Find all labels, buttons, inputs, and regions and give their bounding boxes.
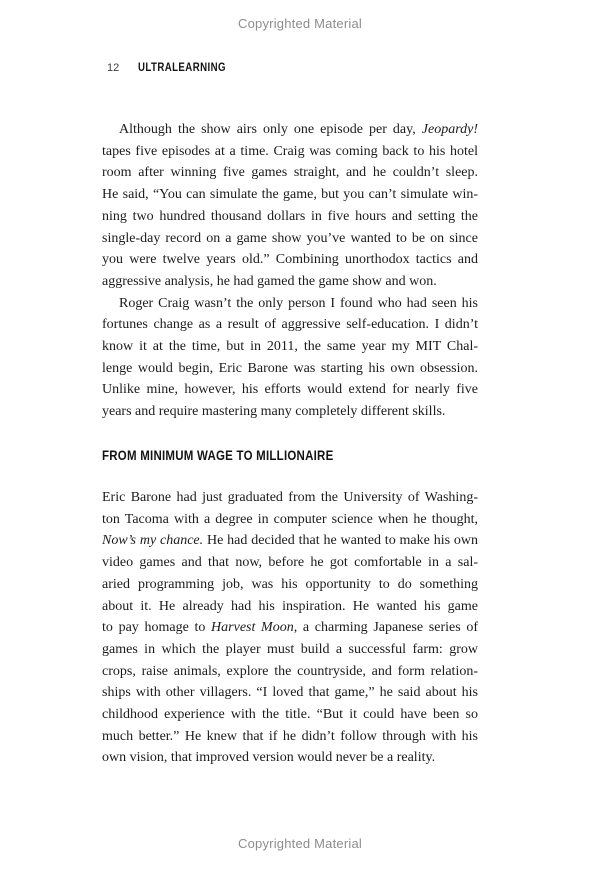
text-line: childhood experience with the title. “But it could have been so	[102, 707, 478, 723]
running-header	[107, 62, 243, 74]
text-line: Now’s my chance. He had decided that he wanted to make his own	[102, 533, 479, 549]
text-line: much better.” He knew that if he didn’t follow through with his	[102, 728, 478, 744]
text-line: about it. He already had his inspiration. He wanted his game	[102, 598, 478, 614]
body-text-block-1	[102, 119, 478, 423]
paragraph	[102, 293, 478, 423]
copyright-banner-bottom: Copyrighted Material	[238, 836, 362, 851]
text-line: aggressive analysis, he had gamed the game show and won.	[102, 273, 437, 289]
text-line: ton Tacoma with a degree in computer science when he thought,	[102, 511, 478, 527]
text-line: own vision, that improved version would never be a reality.	[102, 750, 436, 766]
text-line: Roger Craig wasn’t the only person I found who had seen his	[119, 295, 478, 311]
text-line: know it at the time, but in 2011, the same year my MIT Chal-	[102, 339, 478, 355]
text-line: you were twelve years old.” Combining unorthodox tactics and	[102, 252, 478, 268]
text-line: ning two hundred thousand dollars in five hours and setting the	[102, 208, 478, 224]
text-line: single-day record on a game show you’ve wanted to be on since	[102, 230, 478, 246]
text-line: ships with other villagers. “I loved that game,” he said about his	[102, 685, 478, 701]
text-line: He said, “You can simulate the game, but you can’t simulate win-	[102, 187, 478, 203]
text-line: to pay homage to Harvest Moon, a charming Japanese series of	[102, 620, 478, 636]
copyright-banner-top: Copyrighted Material	[238, 16, 362, 31]
text-line: Unlike mine, however, his efforts would extend for nearly five	[102, 382, 478, 398]
running-title: ULTRALEARNING	[138, 62, 227, 74]
text-line: lenge would begin, Eric Barone was starting his own obsession.	[102, 360, 478, 376]
text-line: Eric Barone had just graduated from the University of Washing-	[102, 490, 478, 505]
text-line: years and require mastering many completely different skills.	[102, 404, 446, 420]
text-line: room after winning five games straight, and he couldn’t sleep.	[102, 165, 478, 181]
text-line: games in which the player must build a successful farm: grow	[102, 641, 478, 657]
section-heading: FROM MINIMUM WAGE TO MILLIONAIRE	[102, 447, 334, 463]
text-line: crops, raise animals, explore the countryside, and form relation-	[102, 663, 478, 679]
paragraph	[102, 487, 478, 769]
paragraph	[102, 119, 478, 293]
text-line: video games and that now, before he got comfortable in a sal-	[102, 555, 478, 571]
text-line: fortunes change as a result of aggressive self-education. I didn’t	[102, 317, 478, 333]
text-line: aried programming job, was his opportunity to do something	[102, 576, 478, 592]
page-number: 12	[107, 62, 120, 74]
text-line: Although the show airs only one episode per day, Jeopardy!	[119, 122, 478, 137]
text-line: tapes five episodes at a time. Craig was coming back to his hotel	[102, 143, 478, 159]
body-text-block-2	[102, 487, 478, 769]
